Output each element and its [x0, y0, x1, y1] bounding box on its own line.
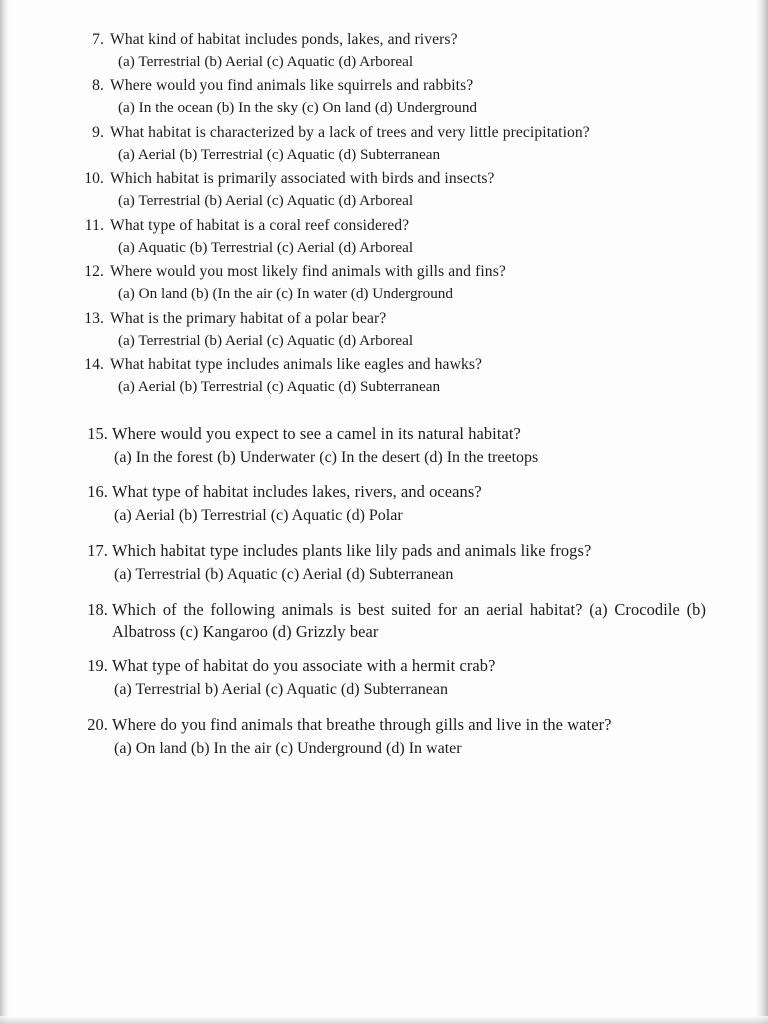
question-options: (a) Aquatic (b) Terrestrial (c) Aerial (d) Arboreal	[118, 238, 414, 256]
question-item	[78, 123, 706, 144]
question-number: 13.	[84, 309, 104, 327]
question-item	[78, 76, 706, 97]
question-item	[78, 355, 706, 376]
question-number: 17.	[87, 541, 108, 561]
question-number: 7.	[92, 31, 104, 48]
question-options: (a) Terrestrial (b) Aerial (c) Aquatic (d) Arboreal	[118, 52, 414, 70]
question-number: 12.	[84, 263, 104, 281]
question-text: What habitat type includes animals like eagles and hawks?	[110, 356, 483, 374]
page-edge-shadow-bottom	[0, 1016, 768, 1024]
question-options: (a) Terrestrial (b) Aerial (c) Aquatic (d) Arboreal	[118, 331, 414, 349]
question-text: What type of habitat is a coral reef considered?	[110, 216, 410, 234]
question-number: 9.	[92, 123, 104, 141]
question-text: What is the primary habitat of a polar bear?	[110, 309, 387, 327]
question-text: What type of habitat do you associate with a hermit crab?	[112, 656, 496, 676]
question-options: (a) In the forest (b) Underwater (c) In the desert (d) In the treetops	[114, 448, 539, 466]
question-text: Which habitat is primarily associated with birds and insects?	[110, 170, 495, 188]
question-text: Where would you find animals like squirrels and rabbits?	[110, 77, 474, 95]
question-number: 19.	[87, 656, 108, 676]
page-content	[78, 30, 706, 773]
question-item	[78, 169, 706, 190]
question-options: (a) Terrestrial (b) Aquatic (c) Aerial (d) Subterranean	[114, 565, 454, 583]
question-number: 16.	[87, 482, 108, 502]
question-options: (a) Aerial (b) Terrestrial (c) Aquatic (d) Subterranean	[118, 145, 441, 163]
question-number: 14.	[84, 356, 104, 374]
question-item	[78, 262, 706, 283]
question-text: Which habitat type includes plants like lily pads and animals like frogs?	[112, 541, 592, 561]
question-number: 11.	[84, 216, 104, 234]
question-text: Which of the following animals is best suited for an aerial habitat? (a) Crocodile (b) Albatross (c) Kangaroo (d) Grizzly bear	[112, 599, 706, 641]
question-block-lower	[78, 423, 706, 760]
question-item	[78, 540, 706, 562]
question-number: 18.	[87, 599, 108, 619]
page-edge-shadow-left	[0, 0, 9, 1024]
question-options: (a) On land (b) (In the air (c) In water (d) Underground	[118, 285, 453, 303]
question-text: Where would you most likely find animals with gills and fins?	[110, 263, 506, 281]
question-item	[78, 216, 706, 237]
question-number: 15.	[87, 423, 108, 443]
question-text: Where do you find animals that breathe through gills and live in the water?	[112, 714, 612, 734]
question-text: What type of habitat includes lakes, rivers, and oceans?	[112, 482, 482, 502]
question-options: (a) Terrestrial b) Aerial (c) Aquatic (d) Subterranean	[114, 681, 448, 699]
question-text: What habitat is characterized by a lack of trees and very little precipitation?	[110, 123, 590, 141]
question-item	[78, 599, 706, 643]
question-text: Where would you expect to see a camel in its natural habitat?	[112, 423, 521, 443]
question-options: (a) On land (b) In the air (c) Underground (d) In water	[114, 739, 462, 757]
question-number: 8.	[92, 77, 104, 95]
question-text: What kind of habitat includes ponds, lakes, and rivers?	[110, 31, 458, 48]
page-edge-shadow-right	[756, 0, 768, 1024]
question-item	[78, 655, 706, 677]
question-number: 10.	[84, 170, 104, 188]
question-options: (a) Aerial (b) Terrestrial (c) Aquatic (d) Polar	[114, 507, 403, 525]
question-options: (a) Terrestrial (b) Aerial (c) Aquatic (d) Arboreal	[118, 192, 414, 210]
question-item	[78, 309, 706, 330]
question-block-upper	[78, 30, 706, 397]
question-item	[78, 423, 706, 445]
question-item	[78, 30, 706, 51]
question-options: (a) Aerial (b) Terrestrial (c) Aquatic (d) Subterranean	[118, 378, 441, 396]
question-number: 20.	[87, 714, 108, 734]
question-item	[78, 481, 706, 503]
question-item	[78, 714, 706, 736]
question-options: (a) In the ocean (b) In the sky (c) On land (d) Underground	[118, 99, 478, 117]
